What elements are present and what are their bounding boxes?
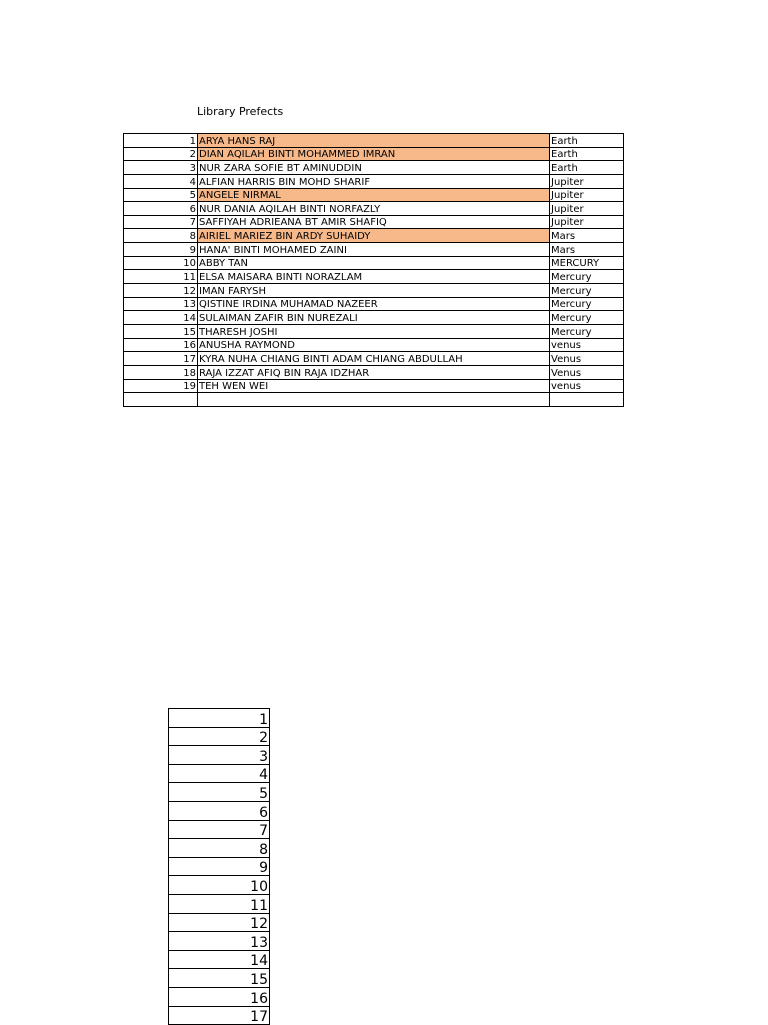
table-row xyxy=(124,174,624,188)
prefect-name-cell: ALFIAN HARRIS BIN MOHD SHARIF xyxy=(198,174,550,188)
number-cell: 11 xyxy=(169,894,270,913)
table-row xyxy=(124,188,624,202)
number-cell: 10 xyxy=(169,876,270,895)
table-row xyxy=(124,297,624,311)
prefects-table-body xyxy=(124,134,624,407)
prefect-name-cell: THARESH JOSHI xyxy=(198,324,550,338)
row-number-cell: 8 xyxy=(124,229,198,243)
table-row xyxy=(124,284,624,298)
table-row xyxy=(124,379,624,393)
number-cell: 16 xyxy=(169,987,270,1006)
house-cell: MERCURY xyxy=(550,256,624,270)
number-list-row xyxy=(169,1006,270,1025)
empty-cell xyxy=(550,393,624,407)
number-list-row xyxy=(169,709,270,728)
table-row xyxy=(124,365,624,379)
empty-table-row xyxy=(124,393,624,407)
prefect-name-cell: RAJA IZZAT AFIQ BIN RAJA IDZHAR xyxy=(198,365,550,379)
row-number-cell: 5 xyxy=(124,188,198,202)
house-cell: Mars xyxy=(550,243,624,257)
prefect-name-cell: ARYA HANS RAJ xyxy=(198,134,550,148)
number-list-row xyxy=(169,857,270,876)
number-list-row xyxy=(169,801,270,820)
number-cell: 2 xyxy=(169,727,270,746)
empty-cell xyxy=(198,393,550,407)
prefect-name-cell: IMAN FARYSH xyxy=(198,284,550,298)
row-number-cell: 9 xyxy=(124,243,198,257)
prefect-name-cell: ABBY TAN xyxy=(198,256,550,270)
number-list-row xyxy=(169,727,270,746)
row-number-cell: 18 xyxy=(124,365,198,379)
number-list-row xyxy=(169,932,270,951)
row-number-cell: 7 xyxy=(124,215,198,229)
number-list-row xyxy=(169,894,270,913)
row-number-cell: 2 xyxy=(124,147,198,161)
table-row xyxy=(124,202,624,216)
number-cell: 6 xyxy=(169,801,270,820)
page-title: Library Prefects xyxy=(197,105,284,118)
prefect-name-cell: ANGELE NIRMAL xyxy=(198,188,550,202)
row-number-cell: 10 xyxy=(124,256,198,270)
house-cell: Jupiter xyxy=(550,188,624,202)
prefect-name-cell: SAFFIYAH ADRIEANA BT AMIR SHAFIQ xyxy=(198,215,550,229)
house-cell: Jupiter xyxy=(550,174,624,188)
number-list-row xyxy=(169,746,270,765)
row-number-cell: 17 xyxy=(124,352,198,366)
number-cell: 14 xyxy=(169,950,270,969)
prefects-table xyxy=(123,133,624,407)
table-row xyxy=(124,215,624,229)
row-number-cell: 1 xyxy=(124,134,198,148)
table-row xyxy=(124,161,624,175)
house-cell: venus xyxy=(550,379,624,393)
table-row xyxy=(124,147,624,161)
prefect-name-cell: ELSA MAISARA BINTI NORAZLAM xyxy=(198,270,550,284)
number-list-row xyxy=(169,839,270,858)
table-row xyxy=(124,256,624,270)
table-row xyxy=(124,229,624,243)
row-number-cell: 12 xyxy=(124,284,198,298)
house-cell: Mercury xyxy=(550,297,624,311)
house-cell: Mercury xyxy=(550,311,624,325)
number-list-row xyxy=(169,913,270,932)
number-cell: 8 xyxy=(169,839,270,858)
row-number-cell: 3 xyxy=(124,161,198,175)
number-cell: 4 xyxy=(169,764,270,783)
house-cell: Jupiter xyxy=(550,202,624,216)
table-row xyxy=(124,352,624,366)
number-cell: 15 xyxy=(169,969,270,988)
empty-cell xyxy=(124,393,198,407)
table-row xyxy=(124,243,624,257)
row-number-cell: 14 xyxy=(124,311,198,325)
house-cell: Venus xyxy=(550,365,624,379)
house-cell: Earth xyxy=(550,147,624,161)
house-cell: Earth xyxy=(550,134,624,148)
number-cell: 1 xyxy=(169,709,270,728)
prefect-name-cell: KYRA NUHA CHIANG BINTI ADAM CHIANG ABDULLAH xyxy=(198,352,550,366)
number-list-row xyxy=(169,969,270,988)
row-number-cell: 6 xyxy=(124,202,198,216)
house-cell: venus xyxy=(550,338,624,352)
number-list-row xyxy=(169,987,270,1006)
number-cell: 3 xyxy=(169,746,270,765)
prefect-name-cell: QISTINE IRDINA MUHAMAD NAZEER xyxy=(198,297,550,311)
number-cell: 7 xyxy=(169,820,270,839)
row-number-cell: 13 xyxy=(124,297,198,311)
prefect-name-cell: NUR DANIA AQILAH BINTI NORFAZLY xyxy=(198,202,550,216)
number-list-row xyxy=(169,820,270,839)
house-cell: Mercury xyxy=(550,324,624,338)
number-cell: 12 xyxy=(169,913,270,932)
number-list-row xyxy=(169,764,270,783)
prefect-name-cell: TEH WEN WEI xyxy=(198,379,550,393)
table-row xyxy=(124,324,624,338)
house-cell: Mercury xyxy=(550,284,624,298)
table-row xyxy=(124,134,624,148)
house-cell: Jupiter xyxy=(550,215,624,229)
prefect-name-cell: ANUSHA RAYMOND xyxy=(198,338,550,352)
row-number-cell: 16 xyxy=(124,338,198,352)
prefect-name-cell: DIAN AQILAH BINTI MOHAMMED IMRAN xyxy=(198,147,550,161)
number-list-row xyxy=(169,950,270,969)
number-list-body xyxy=(169,709,270,1025)
prefect-name-cell: NUR ZARA SOFIE BT AMINUDDIN xyxy=(198,161,550,175)
table-row xyxy=(124,338,624,352)
house-cell: Venus xyxy=(550,352,624,366)
prefect-name-cell: AIRIEL MARIEZ BIN ARDY SUHAIDY xyxy=(198,229,550,243)
table-row xyxy=(124,270,624,284)
house-cell: Mars xyxy=(550,229,624,243)
number-list-row xyxy=(169,783,270,802)
number-list-table xyxy=(168,708,270,1025)
row-number-cell: 11 xyxy=(124,270,198,284)
number-cell: 17 xyxy=(169,1006,270,1025)
row-number-cell: 4 xyxy=(124,174,198,188)
row-number-cell: 15 xyxy=(124,324,198,338)
number-cell: 5 xyxy=(169,783,270,802)
prefect-name-cell: HANA' BINTI MOHAMED ZAINI xyxy=(198,243,550,257)
number-cell: 9 xyxy=(169,857,270,876)
house-cell: Earth xyxy=(550,161,624,175)
house-cell: Mercury xyxy=(550,270,624,284)
number-cell: 13 xyxy=(169,932,270,951)
prefect-name-cell: SULAIMAN ZAFIR BIN NUREZALI xyxy=(198,311,550,325)
row-number-cell: 19 xyxy=(124,379,198,393)
number-list-row xyxy=(169,876,270,895)
table-row xyxy=(124,311,624,325)
